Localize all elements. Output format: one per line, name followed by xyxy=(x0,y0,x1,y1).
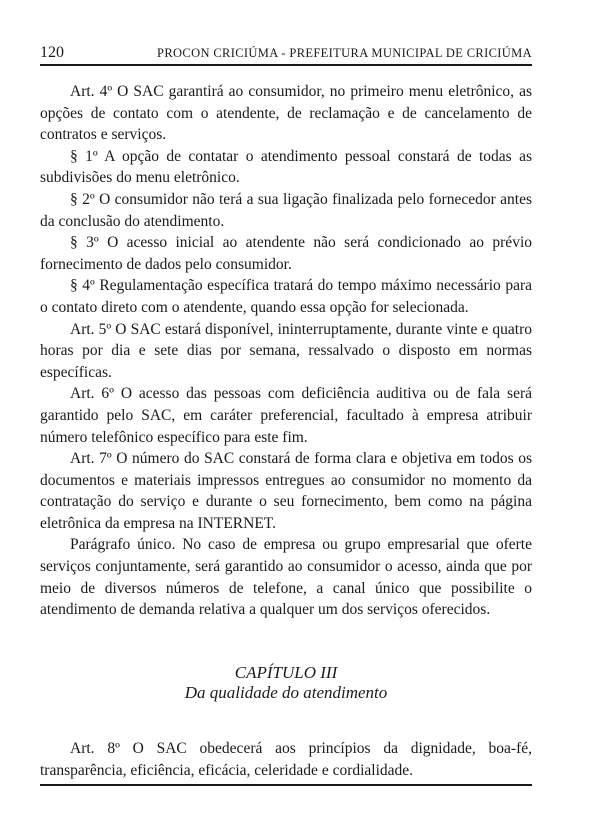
chapter-body xyxy=(40,738,532,781)
paragraph-art-5: Art. 5º O SAC estará disponível, ininterruptamente, durante vinte e quatro horas por dia e sete dias por semana, ressalvado o disposto em normas específicas. xyxy=(40,320,532,381)
paragraph-art-4: Art. 4º O SAC garantirá ao consumidor, no primeiro menu eletrônico, as opções de contato com o atendente, de reclamação e de cancelamento de contratos e serviços. xyxy=(40,83,532,144)
paragraph-art-4-par-1: § 1º A opção de contatar o atendimento pessoal constará de todas as subdivisões do menu eletrônico. xyxy=(40,147,532,187)
header-divider xyxy=(40,64,532,66)
document-page xyxy=(40,0,532,827)
paragraph-art-4-par-3: § 3º O acesso inicial ao atendente não será condicionado ao prévio fornecimento de dados pelo consumidor. xyxy=(40,234,532,273)
paragraph-art-6: Art. 6º O acesso das pessoas com deficiência auditiva ou de fala será garantido pelo SAC, em caráter preferencial, facultado à empresa atribuir número telefônico específico para este fim. xyxy=(40,385,532,446)
paragraph-art-8: Art. 8º O SAC obedecerá aos princípios da dignidade, boa-fé, transparência, eficiência, eficácia, celeridade e cordialidade. xyxy=(40,740,532,779)
page-number: 120 xyxy=(40,44,64,61)
paragraph-art-4-par-4: § 4º Regulamentação específica tratará do tempo máximo necessário para o contato direto com o atendente, quando essa opção for selecionada. xyxy=(40,277,532,316)
paragraph-art-7-sole: Parágrafo único. No caso de empresa ou grupo empresarial que oferte serviços conjuntamente, será garantido ao consumidor o acesso, ainda que por meio de diversos números de telefone, a canal único que possibilite o atendimento de demanda relativa a qualquer um dos serviços oferecidos. xyxy=(40,536,532,619)
paragraph-art-7: Art. 7º O número do SAC constará de forma clara e objetiva em todos os documentos e materiais impressos entregues ao consumidor no momento da contratação do serviço e durante o seu fornecimento, bem como na página eletrônica da empresa na INTERNET. xyxy=(40,450,532,532)
page-header xyxy=(40,40,532,62)
body-text xyxy=(40,81,532,621)
running-head: PROCON CRICIÚMA - PREFEITURA MUNICIPAL DE CRICIÚMA xyxy=(157,46,532,60)
chapter-heading xyxy=(40,663,532,703)
paragraph-art-4-par-2: § 2º O consumidor não terá a sua ligação finalizada pelo fornecedor antes da conclusão do atendimento. xyxy=(40,190,532,230)
footer-divider xyxy=(40,784,532,786)
chapter-title: CAPÍTULO III xyxy=(234,663,338,682)
chapter-subtitle: Da qualidade do atendimento xyxy=(184,683,388,702)
